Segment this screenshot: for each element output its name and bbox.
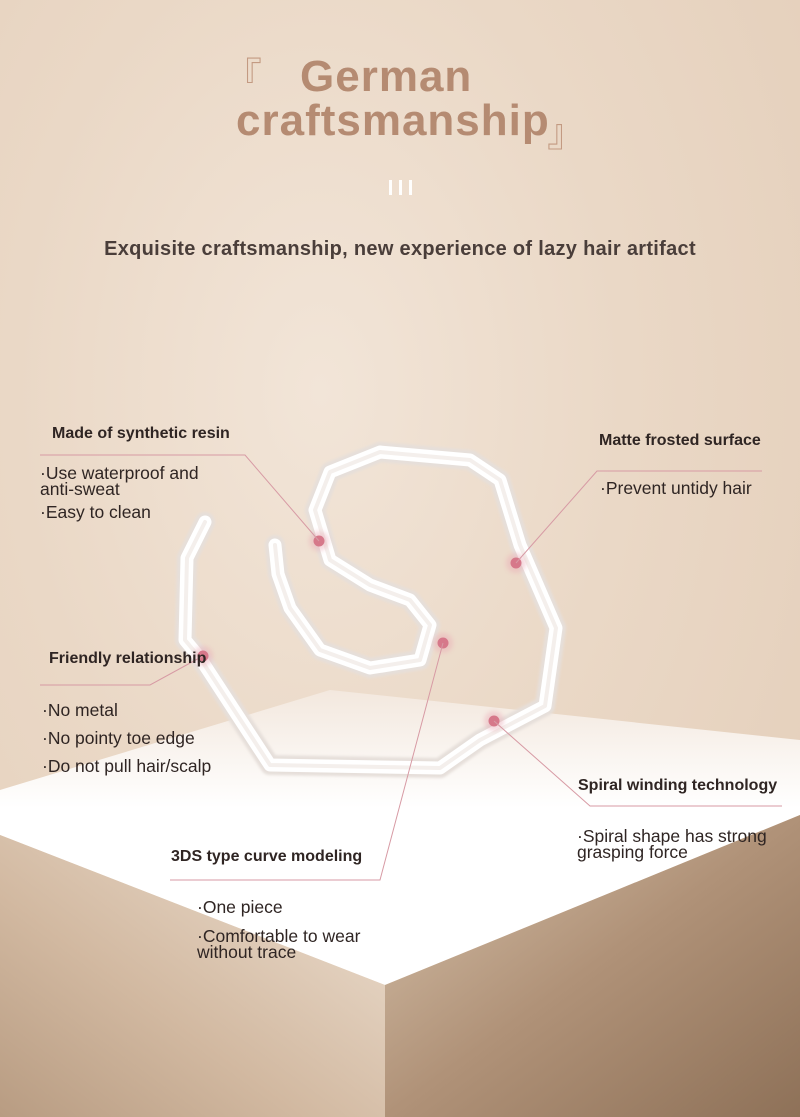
divider-bars: [384, 180, 416, 196]
feature-title-resin: Made of synthetic resin: [52, 425, 230, 442]
feature-note: ·Do not pull hair/scalp: [42, 756, 212, 776]
feature-title-matte: Matte frosted surface: [599, 432, 761, 449]
feature-title-3ds: 3DS type curve modeling: [171, 848, 363, 865]
title-bracket-close: 』: [547, 113, 586, 155]
feature-note: grasping force: [577, 842, 688, 862]
feature-note: without trace: [197, 942, 297, 962]
feature-note: ·No metal: [42, 700, 118, 720]
feature-note: ·Comfortable to wear: [197, 926, 361, 946]
feature-note: ·One piece: [197, 897, 283, 917]
page-subtitle: Exquisite craftsmanship, new experience of lazy hair artifact: [104, 238, 696, 260]
feature-note: anti-sweat: [40, 479, 120, 499]
feature-note: ·Prevent untidy hair: [600, 478, 752, 498]
page-title-line1: German: [300, 52, 473, 101]
title-bracket-open: 『: [224, 57, 263, 99]
feature-note: ·Easy to clean: [40, 502, 151, 522]
feature-title-friendly: Friendly relationship: [49, 650, 207, 667]
feature-note: ·Use waterproof and: [40, 463, 199, 483]
feature-title-spiral: Spiral winding technology: [578, 777, 778, 794]
feature-note: ·No pointy toe edge: [42, 728, 195, 748]
feature-note: ·Spiral shape has strong: [577, 826, 767, 846]
page-title-line2: craftsmanship: [236, 96, 550, 145]
